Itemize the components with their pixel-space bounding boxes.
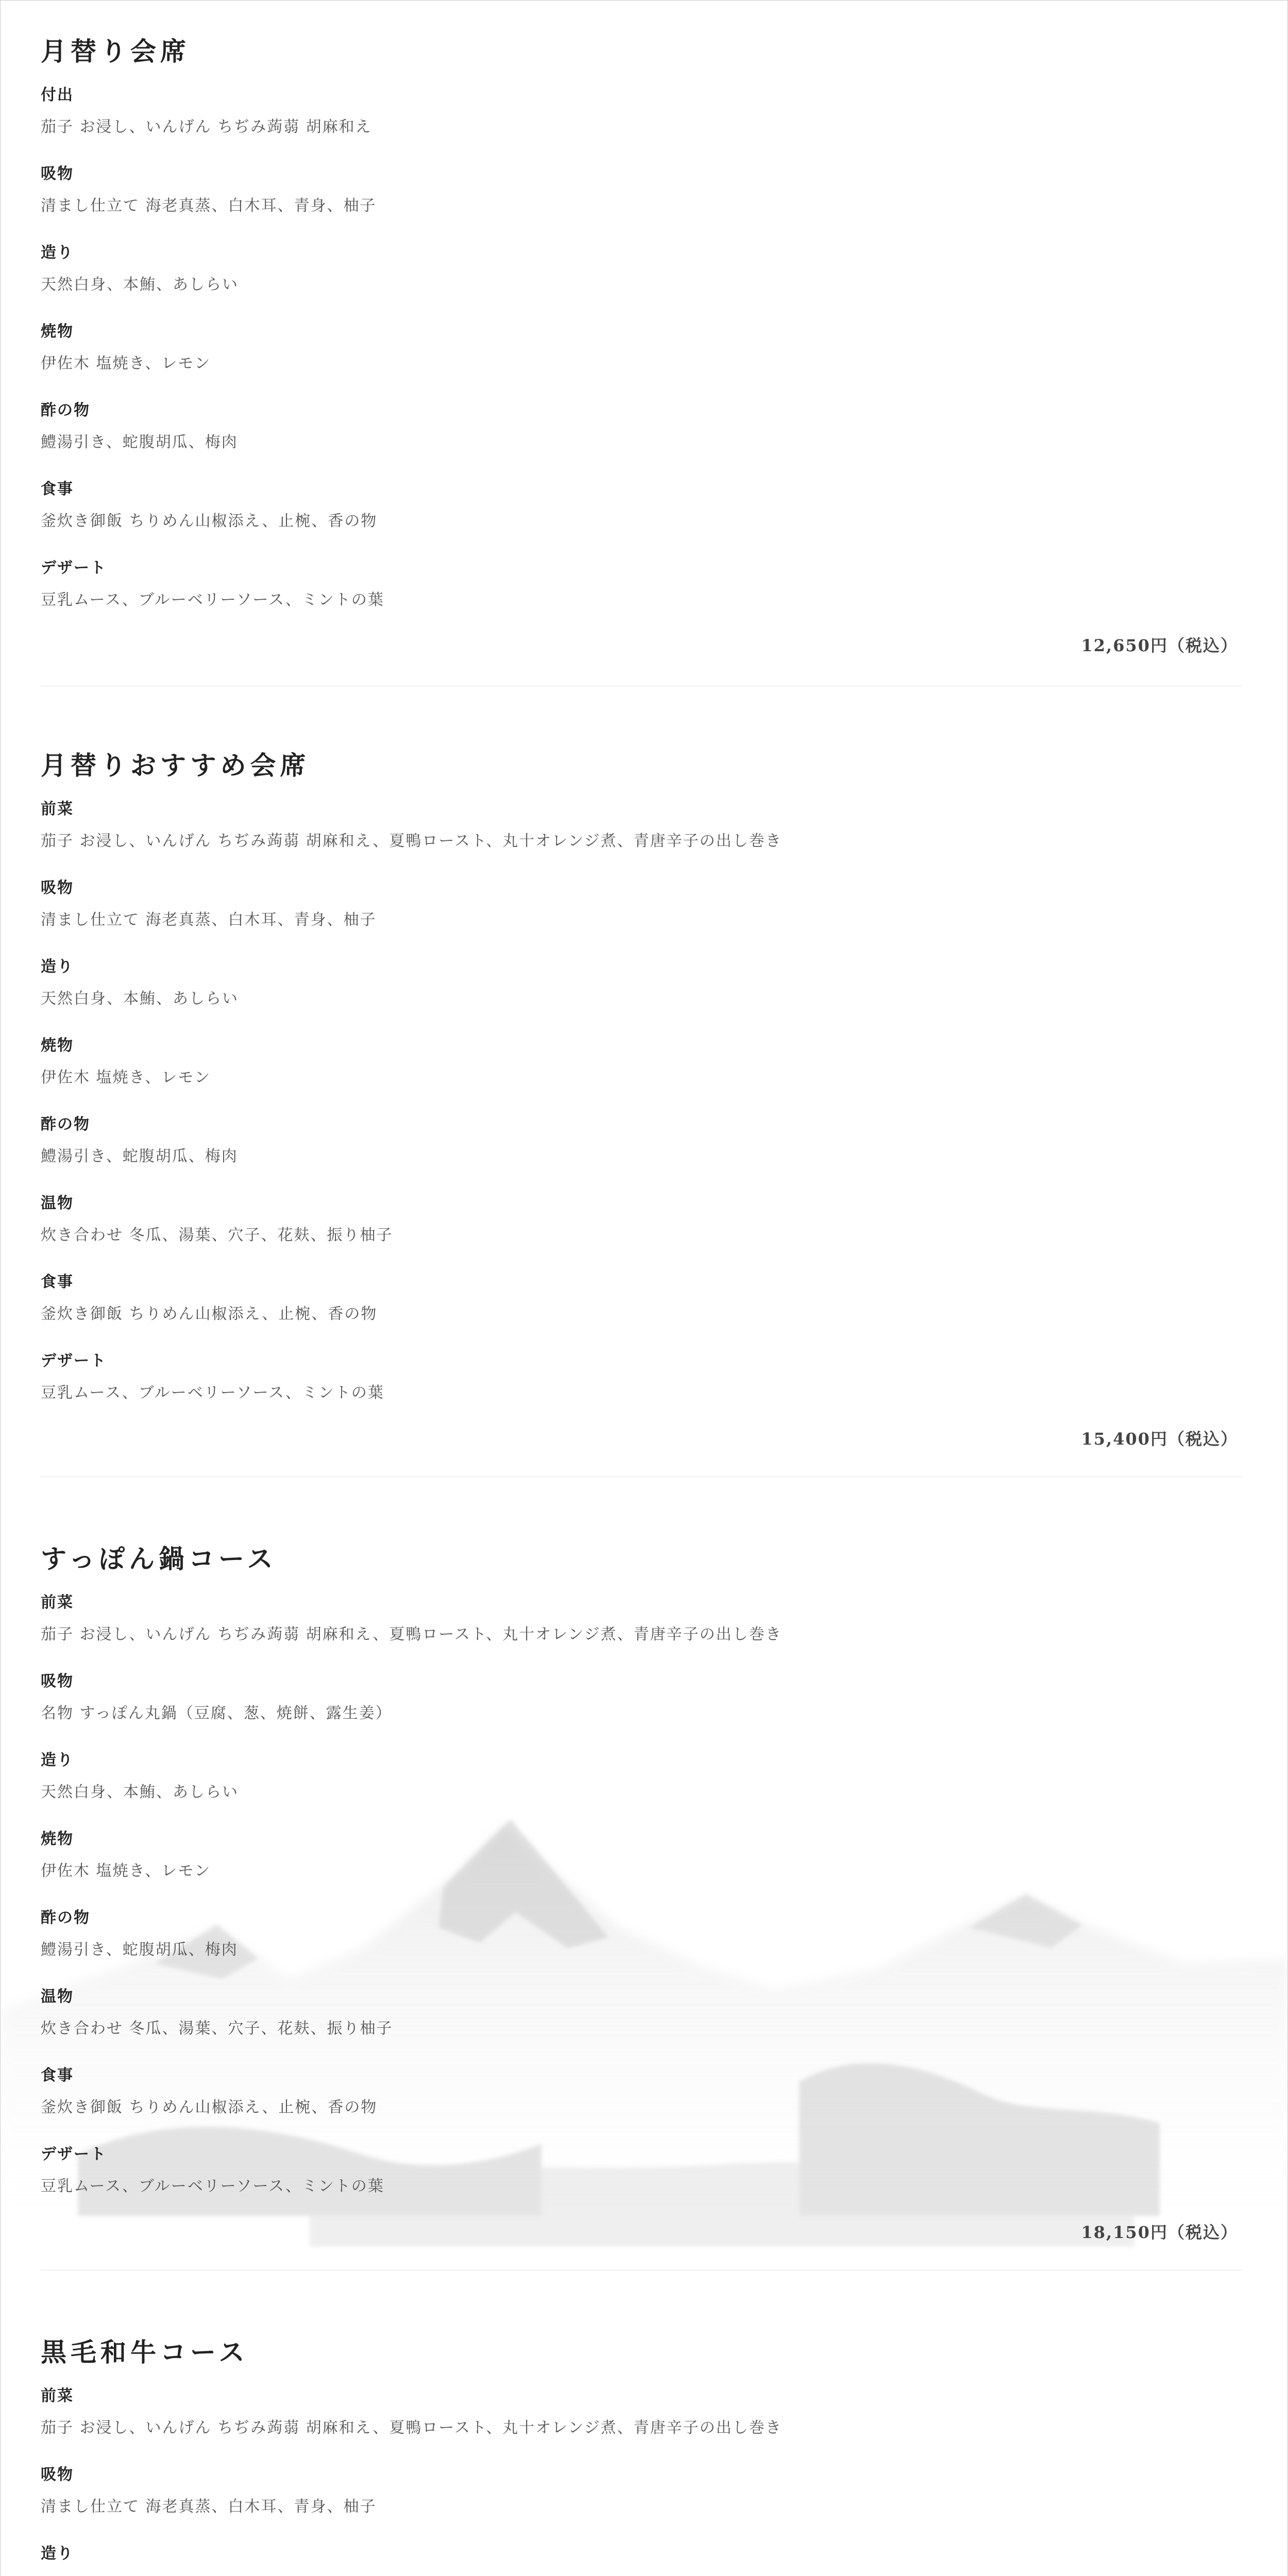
menu-item — [41, 2543, 1242, 2576]
menu-item-desc: 鱧湯引き、蛇腹胡瓜、梅肉 — [41, 1147, 238, 1165]
menu-item-desc: 釜炊き御飯 ちりめん山椒添え、止椀、香の物 — [41, 512, 378, 530]
menu-item-name: デザート — [41, 1352, 107, 1370]
menu-item-desc: 豆乳ムース、ブルーベリーソース、ミントの葉 — [41, 1384, 384, 1402]
menu-item — [41, 1350, 1242, 1429]
menu-item-desc: 炊き合わせ 冬瓜、湯葉、穴子、花麸、振り柚子 — [41, 2020, 393, 2038]
menu-item-desc: 豆乳ムース、ブルーベリーソース、ミントの葉 — [41, 2177, 384, 2195]
menu-item-name: 温物 — [41, 1988, 74, 2006]
menu-item-desc: 茄子 お浸し、いんげん ちぢみ蒟蒻 胡麻和え、夏鴨ロースト、丸十オレンジ煮、青唐辛子の出し巻き — [41, 1625, 782, 1643]
menu-item — [41, 242, 1242, 320]
course-section — [41, 2334, 1242, 2576]
menu-item — [41, 163, 1242, 242]
menu-item-desc: 天然白身、本鮪、あしらい — [41, 276, 239, 294]
menu-item — [41, 1828, 1242, 1907]
menu-item — [41, 2385, 1242, 2464]
menu-item-name: 焼物 — [41, 323, 74, 341]
menu-item-name: 食事 — [41, 480, 74, 498]
menu-item-name: 前菜 — [41, 800, 74, 818]
menu-item-name: 吸物 — [41, 879, 74, 897]
menu-item-name: 造り — [41, 958, 74, 976]
menu-item-name: 酢の物 — [41, 1115, 90, 1133]
course-price: 15,400円（税込） — [1081, 1429, 1238, 1449]
menu-item — [41, 1271, 1242, 1350]
menu-item — [41, 1986, 1242, 2064]
menu-item-desc: 炊き合わせ 冬瓜、湯葉、穴子、花麸、振り柚子 — [41, 1226, 393, 1244]
menu-item-desc: 名物 すっぽん丸鍋（豆腐、葱、焼餅、露生姜） — [41, 1704, 392, 1722]
menu-item — [41, 478, 1242, 557]
course-title: 月替り会席 — [41, 36, 190, 66]
course-items — [41, 1591, 1242, 2222]
menu-item — [41, 1113, 1242, 1192]
menu-item-desc: 鱧湯引き、蛇腹胡瓜、梅肉 — [41, 433, 238, 451]
course-section — [41, 1541, 1242, 2242]
menu-item-desc: 伊佐木 塩焼き、レモン — [41, 1069, 211, 1087]
menu-item-name: 付出 — [41, 86, 74, 104]
menu-item-name: 吸物 — [41, 165, 74, 183]
menu-item — [41, 84, 1242, 163]
menu-item-name: 前菜 — [41, 2387, 74, 2405]
menu-item-name: 焼物 — [41, 1830, 74, 1848]
menu-item-desc: 釜炊き御飯 ちりめん山椒添え、止椀、香の物 — [41, 1305, 378, 1323]
menu-item-name: デザート — [41, 559, 107, 577]
course-title: 月替りおすすめ会席 — [41, 750, 310, 781]
menu-item-desc: 伊佐木 塩焼き、レモン — [41, 354, 211, 372]
menu-item-desc: 鱧湯引き、蛇腹胡瓜、梅肉 — [41, 1941, 238, 1959]
menu-item-desc: 茄子 お浸し、いんげん ちぢみ蒟蒻 胡麻和え、夏鴨ロースト、丸十オレンジ煮、青唐辛子の出し巻き — [41, 2419, 782, 2437]
menu-item-name: 酢の物 — [41, 1909, 90, 1927]
menu-item-name: 食事 — [41, 2066, 74, 2084]
menu-item-name: 吸物 — [41, 1672, 74, 1690]
menu-item — [41, 2464, 1242, 2543]
menu-item-desc: 清まし仕立て 海老真蒸、白木耳、青身、柚子 — [41, 2498, 377, 2516]
course-price: 12,650円（税込） — [1081, 636, 1238, 655]
menu-item-name: 吸物 — [41, 2466, 74, 2484]
menu-item-desc: 天然白身、本鮪、あしらい — [41, 1783, 239, 1801]
menu-item — [41, 320, 1242, 399]
menu-item-name: 前菜 — [41, 1594, 74, 1612]
course-section — [41, 748, 1242, 1449]
menu-item-name: 焼物 — [41, 1037, 74, 1055]
menu-item — [41, 2143, 1242, 2222]
menu-item — [41, 1749, 1242, 1828]
menu-item-desc: 茄子 お浸し、いんげん ちぢみ蒟蒻 胡麻和え、夏鴨ロースト、丸十オレンジ煮、青唐辛子の出し巻き — [41, 832, 782, 850]
course-title: すっぽん鍋コース — [41, 1544, 277, 1574]
menu-item-name: 温物 — [41, 1194, 74, 1212]
menu-item-desc: 清まし仕立て 海老真蒸、白木耳、青身、柚子 — [41, 911, 377, 929]
menu-item — [41, 399, 1242, 478]
menu-item-name: 食事 — [41, 1273, 74, 1291]
menu-item — [41, 798, 1242, 877]
menu-item-name: デザート — [41, 2145, 107, 2163]
course-section — [41, 33, 1242, 655]
menu-item — [41, 1035, 1242, 1113]
menu-item — [41, 1907, 1242, 1986]
course-items — [41, 798, 1242, 1429]
course-price: 18,150円（税込） — [1081, 2223, 1238, 2242]
course-items — [41, 2385, 1242, 2576]
menu-item-desc: 清まし仕立て 海老真蒸、白木耳、青身、柚子 — [41, 197, 377, 215]
menu-item — [41, 877, 1242, 956]
menu-item-desc: 釜炊き御飯 ちりめん山椒添え、止椀、香の物 — [41, 2098, 378, 2116]
menu-item — [41, 1591, 1242, 1670]
menu-item-name: 酢の物 — [41, 401, 90, 419]
menu-item-desc: 豆乳ムース、ブルーベリーソース、ミントの葉 — [41, 591, 384, 609]
menu-item-desc: 天然白身、本鮪、あしらい — [41, 990, 239, 1008]
course-title: 黒毛和牛コース — [41, 2337, 249, 2367]
menu-item — [41, 1192, 1242, 1271]
menu-item-name: 造り — [41, 1751, 74, 1769]
menu-item — [41, 956, 1242, 1035]
menu-item — [41, 1670, 1242, 1749]
menu-item-name: 造り — [41, 2545, 74, 2563]
menu-item-desc: 伊佐木 塩焼き、レモン — [41, 1862, 211, 1880]
menu-item-desc: 茄子 お浸し、いんげん ちぢみ蒟蒻 胡麻和え — [41, 118, 372, 136]
course-items — [41, 84, 1242, 636]
menu-item-name: 造り — [41, 244, 74, 262]
menu-item — [41, 2064, 1242, 2143]
menu-item — [41, 557, 1242, 636]
